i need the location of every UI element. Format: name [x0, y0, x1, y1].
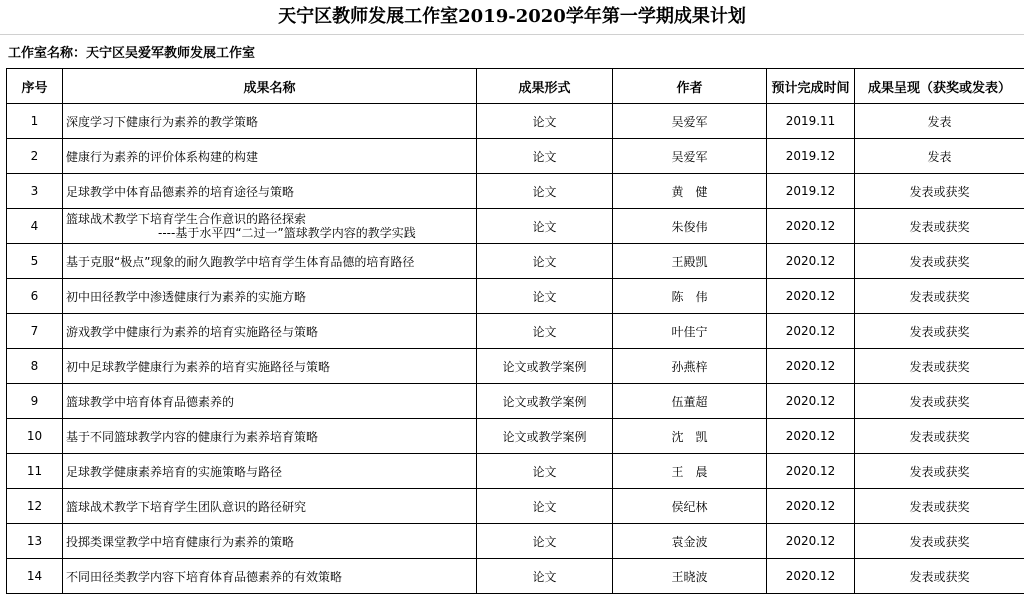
cell-result-presentation: 发表或获奖: [855, 489, 1024, 524]
cell-result-presentation: 发表或获奖: [855, 174, 1024, 209]
cell-result-name: 足球教学健康素养培育的实施策略与路径: [63, 454, 477, 489]
cell-result-name: [63, 209, 477, 244]
cell-author: 孙燕梓: [613, 349, 767, 384]
table-row: [7, 209, 1024, 244]
table-row: [7, 349, 1024, 384]
cell-result-presentation: 发表: [855, 104, 1024, 139]
table-row: [7, 419, 1024, 454]
cell-author: 沈 凯: [613, 419, 767, 454]
cell-result-name: 篮球教学中培育体育品德素养的: [63, 384, 477, 419]
cell-author: 王 晨: [613, 454, 767, 489]
cell-expected-date: 2019.12: [767, 139, 855, 174]
table-row: [7, 559, 1024, 594]
cell-serial-no: 3: [7, 174, 63, 209]
cell-author: 黄 健: [613, 174, 767, 209]
cell-author: 侯纪林: [613, 489, 767, 524]
header-expected-date: 预计完成时间: [767, 69, 855, 104]
cell-serial-no: 8: [7, 349, 63, 384]
table-row: [7, 244, 1024, 279]
cell-result-form: 论文: [477, 244, 613, 279]
cell-result-name: 篮球战术教学下培育学生团队意识的路径研究: [63, 489, 477, 524]
table-header-row: [7, 69, 1024, 104]
header-author: 作者: [613, 69, 767, 104]
cell-result-name: 投掷类课堂教学中培育健康行为素养的策略: [63, 524, 477, 559]
cell-result-name: 不同田径类教学内容下培育体育品德素养的有效策略: [63, 559, 477, 594]
cell-serial-no: 5: [7, 244, 63, 279]
cell-expected-date: 2020.12: [767, 524, 855, 559]
cell-result-form: 论文: [477, 559, 613, 594]
cell-result-name: 游戏教学中健康行为素养的培育实施路径与策略: [63, 314, 477, 349]
cell-expected-date: 2020.12: [767, 384, 855, 419]
cell-result-presentation: 发表或获奖: [855, 209, 1024, 244]
cell-serial-no: 2: [7, 139, 63, 174]
cell-result-form: 论文或教学案例: [477, 349, 613, 384]
table-row: [7, 104, 1024, 139]
cell-author: 吴爱军: [613, 104, 767, 139]
cell-result-form: 论文: [477, 139, 613, 174]
cell-result-form: 论文或教学案例: [477, 419, 613, 454]
cell-expected-date: 2020.12: [767, 209, 855, 244]
cell-result-name: 足球教学中体育品德素养的培育途径与策略: [63, 174, 477, 209]
cell-result-form: 论文: [477, 314, 613, 349]
cell-serial-no: 1: [7, 104, 63, 139]
cell-expected-date: 2019.11: [767, 104, 855, 139]
cell-result-form: 论文: [477, 174, 613, 209]
cell-serial-no: 7: [7, 314, 63, 349]
cell-author: 陈 伟: [613, 279, 767, 314]
result-subtitle-line: ----基于水平四“二过一”篮球教学内容的教学实践: [158, 226, 416, 240]
header-serial-no: 序号: [7, 69, 63, 104]
cell-serial-no: 14: [7, 559, 63, 594]
cell-serial-no: 10: [7, 419, 63, 454]
cell-result-presentation: 发表或获奖: [855, 349, 1024, 384]
cell-result-name: 基于不同篮球教学内容的健康行为素养培育策略: [63, 419, 477, 454]
cell-result-name: 健康行为素养的评价体系构建的构建: [63, 139, 477, 174]
cell-expected-date: 2020.12: [767, 244, 855, 279]
cell-result-name: 深度学习下健康行为素养的教学策略: [63, 104, 477, 139]
cell-result-name: 初中田径教学中渗透健康行为素养的实施方略: [63, 279, 477, 314]
cell-expected-date: 2020.12: [767, 349, 855, 384]
cell-result-presentation: 发表或获奖: [855, 524, 1024, 559]
cell-result-form: 论文: [477, 454, 613, 489]
cell-expected-date: 2020.12: [767, 559, 855, 594]
cell-result-form: 论文: [477, 104, 613, 139]
header-result-presentation: 成果呈现（获奖或发表）: [855, 69, 1024, 104]
cell-serial-no: 11: [7, 454, 63, 489]
cell-result-presentation: 发表或获奖: [855, 314, 1024, 349]
table-row: [7, 279, 1024, 314]
cell-serial-no: 9: [7, 384, 63, 419]
table-row: [7, 454, 1024, 489]
cell-author: 朱俊伟: [613, 209, 767, 244]
table-row: [7, 314, 1024, 349]
cell-expected-date: 2019.12: [767, 174, 855, 209]
cell-result-presentation: 发表或获奖: [855, 279, 1024, 314]
cell-serial-no: 6: [7, 279, 63, 314]
cell-result-presentation: 发表: [855, 139, 1024, 174]
cell-result-name: 基于克服“极点”现象的耐久跑教学中培育学生体育品德的培育路径: [63, 244, 477, 279]
cell-serial-no: 13: [7, 524, 63, 559]
cell-result-form: 论文: [477, 209, 613, 244]
cell-result-presentation: 发表或获奖: [855, 454, 1024, 489]
cell-result-form: 论文或教学案例: [477, 384, 613, 419]
cell-author: 伍董超: [613, 384, 767, 419]
results-plan-table: [6, 68, 1024, 594]
cell-expected-date: 2020.12: [767, 419, 855, 454]
table-row: [7, 139, 1024, 174]
table-row: [7, 489, 1024, 524]
cell-result-presentation: 发表或获奖: [855, 559, 1024, 594]
document-title: 天宁区教师发展工作室2019-2020学年第一学期成果计划: [0, 0, 1024, 35]
cell-author: 袁金波: [613, 524, 767, 559]
cell-result-form: 论文: [477, 489, 613, 524]
cell-result-form: 论文: [477, 524, 613, 559]
cell-serial-no: 4: [7, 209, 63, 244]
table-row: [7, 174, 1024, 209]
cell-result-name: 初中足球教学健康行为素养的培育实施路径与策略: [63, 349, 477, 384]
cell-author: 叶佳宁: [613, 314, 767, 349]
cell-expected-date: 2020.12: [767, 279, 855, 314]
cell-result-presentation: 发表或获奖: [855, 244, 1024, 279]
table-row: [7, 384, 1024, 419]
cell-result-presentation: 发表或获奖: [855, 384, 1024, 419]
cell-author: 王晓波: [613, 559, 767, 594]
cell-author: 吴爱军: [613, 139, 767, 174]
table-row: [7, 524, 1024, 559]
cell-result-presentation: 发表或获奖: [855, 419, 1024, 454]
cell-expected-date: 2020.12: [767, 454, 855, 489]
header-result-name: 成果名称: [63, 69, 477, 104]
result-name-line: 篮球战术教学下培育学生合作意识的路径探索: [66, 212, 307, 226]
cell-result-form: 论文: [477, 279, 613, 314]
cell-author: 王殿凯: [613, 244, 767, 279]
studio-name-label: 工作室名称：天宁区吴爱军教师发展工作室: [8, 46, 256, 61]
header-result-form: 成果形式: [477, 69, 613, 104]
cell-serial-no: 12: [7, 489, 63, 524]
cell-expected-date: 2020.12: [767, 489, 855, 524]
cell-expected-date: 2020.12: [767, 314, 855, 349]
